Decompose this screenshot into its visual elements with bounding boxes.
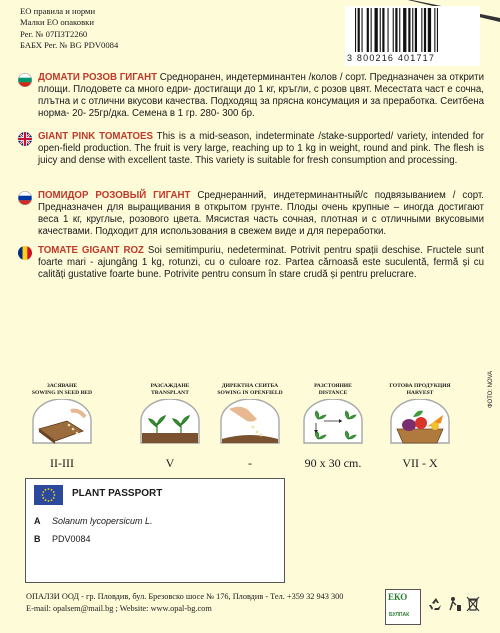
barcode-bar <box>434 8 435 52</box>
row-key: B <box>34 534 41 544</box>
calendar-caption: РАЗСТОЯНИЕ <box>314 383 352 389</box>
description-text: Среднеранний, индетерминантный/с подвязыванием / сорт. Предназначен для выращивания в открытом грунте. Плоды очень крупные – иногда достигают веса 1 кг, круглые, розового цвета. Мясистая часть сочная, плотная и с отличными вкусовыми качествами. Подходит для использования в свежем виде и для переработки. <box>38 190 484 238</box>
registration-line: Рег. № 07ПЗТ2260 <box>20 28 88 39</box>
eu-star <box>51 489 53 491</box>
barcode-bar <box>380 8 381 52</box>
row-value: Solanum lycopersicum L. <box>52 516 153 526</box>
calendar-distance <box>296 383 370 471</box>
calendar-transplant <box>133 383 207 471</box>
registration-line: БАБХ Рег. № BG PDV0084 <box>20 40 119 51</box>
barcode-bar <box>403 8 406 52</box>
calendar-caption: РАЗСАЖДАНЕ <box>150 383 190 389</box>
barcode-bars <box>355 8 472 52</box>
barcode-digits: 3 800216 401717 <box>347 53 436 63</box>
barcode-bar <box>355 8 356 52</box>
barcode-bar <box>382 8 384 52</box>
registration-line: Малки ЕО опаковки <box>20 17 94 28</box>
barcode-bar <box>375 8 378 52</box>
barcode-bar <box>367 8 369 52</box>
plant-passport-row-a <box>34 516 153 526</box>
calendar-caption: SOWING IN OPENFIELD <box>217 389 283 396</box>
plant-passport-title: PLANT PASSPORT <box>72 488 163 499</box>
eu-star <box>45 499 47 501</box>
eu-star <box>48 500 50 502</box>
calendar-caption: ГОТОВА ПРОДУКЦИЯ <box>389 383 451 389</box>
tidyman-icon <box>448 596 462 612</box>
description-russian <box>18 190 484 238</box>
barcode-bar <box>412 8 413 52</box>
description-bulgarian <box>18 72 484 120</box>
calendar-direct-sowing <box>213 383 287 471</box>
eu-star <box>48 488 50 490</box>
footer-address: ОПАЛЗИ ООД - гр. Пловдив, бул. Брезовско шосе № 176, Пловдив - Тел. +359 32 943 300 <box>26 592 344 601</box>
description-heading: ПОМИДОР РОЗОВЫЙ ГИГАНТ <box>38 190 191 201</box>
barcode-bar <box>362 8 363 52</box>
transplant-icon <box>139 399 201 445</box>
barcode-bar <box>421 8 422 52</box>
description-text: Soi semitimpuriu, nedeterminat. Potrivit pentru spații deschise. Fructele sunt foarte mari - ajungâng 1 kg, rotunzi, cu o culoare roz. Partea cărnoasă este suculentă, fermă și cu calități gustative foarte bune. Potrivite pentru consum în stare crudă și pentru prelucrare. <box>38 245 484 281</box>
eu-star <box>53 497 55 499</box>
barcode-bar <box>399 8 400 52</box>
russia-flag-icon <box>18 191 32 205</box>
recycle-icon <box>428 596 444 612</box>
barcode-bar <box>428 8 431 52</box>
eu-star <box>51 499 53 501</box>
calendar-caption: HARVEST <box>406 389 434 396</box>
plant-passport <box>25 478 285 583</box>
row-value: PDV0084 <box>52 534 91 544</box>
growing-calendar <box>18 383 484 473</box>
calendar-sowing-seed-bed <box>25 383 99 471</box>
barcode-bar <box>437 8 438 52</box>
bin-crossed-icon <box>466 596 480 612</box>
plant-passport-row-b <box>34 534 91 544</box>
eu-star <box>42 491 44 493</box>
description-text: This is a mid-season, indeterminate /stake-supported/ variety, intended for open-field production. The fruit is very large, reaching up to 1 kg in weight, round and pink. The flesh is juicy and dense with excellent taste. This variety is suitable for fresh consumption and processing. <box>38 131 484 167</box>
description-heading: GIANT PINK TOMATOES <box>38 131 153 142</box>
barcode-bar <box>395 8 397 52</box>
registration-line: ЕО правила и норми <box>20 6 96 16</box>
barcode-bar <box>415 8 417 52</box>
eco-logo-subtext: БУЛПАК <box>389 612 410 618</box>
eco-bulpak-logo <box>385 589 421 625</box>
calendar-caption: TRANSPLANT <box>151 389 189 396</box>
eco-logo-text: ЕКО <box>388 592 408 602</box>
calendar-harvest <box>383 383 457 471</box>
eu-star <box>53 491 55 493</box>
barcode-bar <box>358 8 360 52</box>
barcode <box>345 6 480 66</box>
description-heading: TOMATE GIGANT ROZ <box>38 245 144 256</box>
footer-contact <box>26 591 343 616</box>
barcode-bar <box>388 8 389 52</box>
barcode-bar <box>371 8 372 52</box>
calendar-value: VII - X <box>402 456 438 470</box>
calendar-caption: ЗАСЯВАНЕ <box>46 383 78 389</box>
eu-star <box>54 494 56 496</box>
description-text: Средноранен, индетерминантен /колов / сорт. Предназначен за открити площи. Плодовете са много едри- достигащи до 1 кг, кръгли, с розов цвят. Месестата част е сочна, плътна и с отлични вкусови качества. Подходящ за прясна консумация и за преработка. Сеитбена норма- 20- 25гр/дка. Семена в 1 гр. 280- 300 бр. <box>38 72 484 120</box>
row-key: A <box>34 516 41 526</box>
barcode-bar <box>408 8 410 52</box>
romania-flag-icon <box>18 246 32 260</box>
description-english <box>18 131 484 167</box>
uk-flag-icon <box>18 132 32 146</box>
eu-star <box>42 494 44 496</box>
distance-icon <box>302 399 364 445</box>
calendar-value: - <box>248 456 252 470</box>
footer-email-website: E-mail: opalsem@mail.bg ; Website: www.opal-bg.com <box>26 604 212 614</box>
registration-block <box>20 6 118 52</box>
eu-star <box>42 497 44 499</box>
calendar-value: V <box>165 456 175 470</box>
barcode-bar <box>393 8 394 52</box>
description-heading: ДОМАТИ РОЗОВ ГИГАНТ <box>38 72 157 83</box>
calendar-caption: SOWING IN SEED BED <box>31 389 93 396</box>
barcode-bar <box>424 8 426 52</box>
harvest-icon <box>389 399 451 445</box>
description-romanian <box>18 245 484 281</box>
bulgaria-flag-icon <box>18 73 32 87</box>
calendar-value: 90 x 30 cm. <box>304 456 362 470</box>
seed-tray-icon <box>31 399 93 445</box>
side-code-text: ФОТО: NOVA <box>488 370 494 408</box>
calendar-value: II-III <box>50 456 74 470</box>
direct-sowing-icon <box>219 399 281 445</box>
eu-flag-icon <box>34 485 63 505</box>
calendar-caption: DISTANCE <box>318 389 348 396</box>
eu-star <box>45 489 47 491</box>
calendar-caption: ДИРЕКТНА СЕИТБА <box>221 383 279 389</box>
